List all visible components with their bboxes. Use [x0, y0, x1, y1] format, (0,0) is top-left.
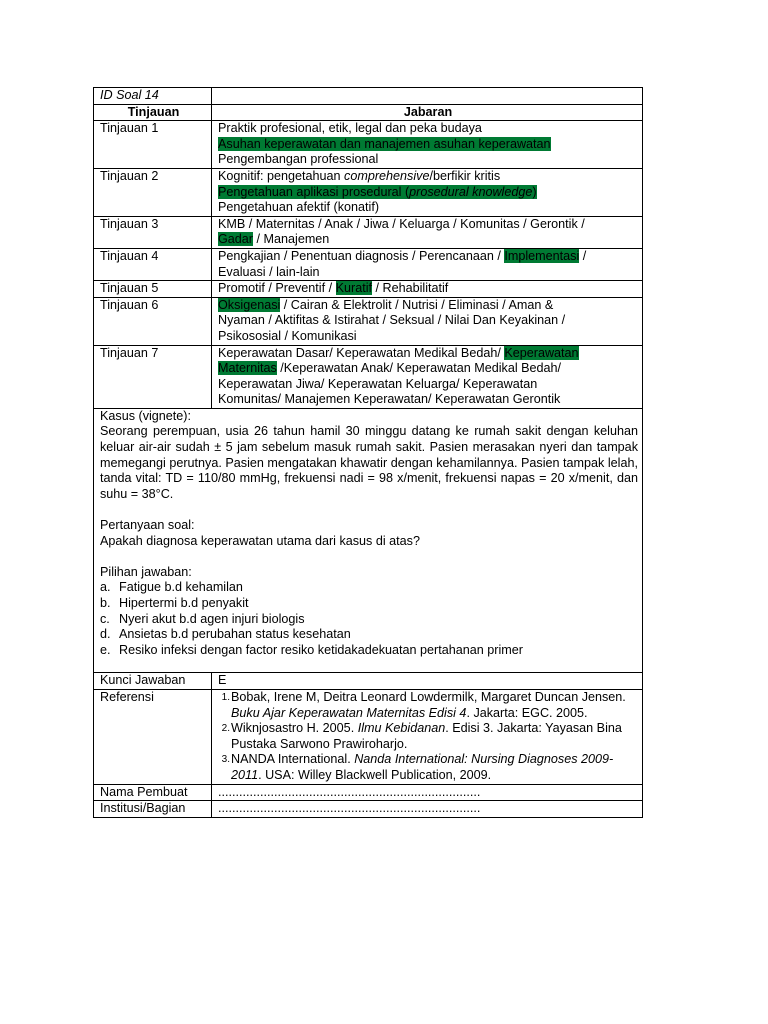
answer-option — [100, 612, 638, 628]
italic-text: Buku Ajar Keperawatan Maternitas Edisi 4 — [231, 705, 467, 720]
text: Wiknjosastro H. 2005. — [231, 721, 358, 736]
referensi-row — [94, 689, 643, 784]
tinjauan-row — [94, 248, 643, 280]
text: /Keperawatan Anak/ Keperawatan Medikal Bedah/ — [276, 361, 562, 376]
jabaran-line: Pengetahuan afektif (konatif) — [218, 200, 380, 215]
kunci-value: E — [212, 673, 643, 690]
text: Keperawatan Dasar/ Keperawatan Medikal Bedah/ — [218, 345, 505, 360]
answer-option — [100, 596, 638, 612]
answer-option — [100, 627, 638, 643]
option-text: Hipertermi b.d penyakit — [119, 596, 249, 610]
jabaran-line: Evaluasi / lain-lain — [218, 264, 320, 279]
pertanyaan-label: Pertanyaan soal: — [100, 518, 195, 533]
jabaran-line: KMB / Maternitas / Anak / Jiwa / Keluarga / Komunitas / Gerontik / — [218, 216, 585, 231]
text: . Edisi 3. Jakarta: Yayasan Bina Pustaka Sarwono Prawiroharjo. — [231, 721, 622, 751]
jabaran-line — [218, 281, 638, 297]
reference-item — [221, 752, 638, 783]
text: Kognitif: pengetahuan — [218, 168, 345, 183]
reference-item — [221, 689, 638, 721]
header-row — [94, 104, 643, 121]
text: / Manajemen — [253, 232, 330, 247]
kasus-row — [94, 408, 643, 673]
tinjauan-row — [94, 168, 643, 216]
italic-text: Nanda International: Nursing Diagnoses 2009-2011 — [231, 752, 614, 782]
empty-cell — [212, 88, 643, 105]
referensi-label: Referensi — [94, 689, 212, 784]
reference-text — [231, 752, 638, 783]
option-key: d. — [100, 627, 111, 642]
jabaran-line — [218, 346, 638, 362]
jabaran-cell — [212, 345, 643, 408]
reference-number: 3. — [221, 754, 230, 766]
text: . USA: Willey Blackwell Publication, 2009. — [258, 767, 492, 782]
text: / — [579, 248, 587, 263]
text: Pengkajian / Penentuan diagnosis / Perencanaan / — [218, 248, 505, 263]
kunci-row — [94, 673, 643, 690]
answer-option — [100, 643, 638, 659]
highlighted-text: Kuratif — [335, 281, 372, 296]
reference-item — [221, 721, 638, 752]
reference-number: 1. — [221, 691, 230, 703]
id-soal-row — [94, 88, 643, 105]
kasus-cell — [94, 408, 643, 673]
tinjauan-label: Tinjauan 7 — [94, 345, 212, 408]
option-text: Nyeri akut b.d agen injuri biologis — [119, 611, 305, 626]
nama-pembuat-label: Nama Pembuat — [94, 784, 212, 801]
pertanyaan-text: Apakah diagnosa keperawatan utama dari kasus di atas? — [100, 533, 420, 548]
tinjauan-row — [94, 345, 643, 408]
text: NANDA International. — [231, 752, 355, 767]
id-soal: ID Soal 14 — [94, 88, 212, 105]
text: Bobak, Irene M, Deitra Leonard Lowdermilk, Margaret Duncan Jensen. — [231, 689, 626, 704]
tinjauan-label: Tinjauan 5 — [94, 281, 212, 298]
highlighted-text: Asuhan keperawatan dan manajemen asuhan keperawatan — [218, 136, 551, 151]
jabaran-line: Keperawatan Jiwa/ Keperawatan Keluarga/ Keperawatan — [218, 376, 538, 391]
reference-text — [231, 690, 638, 721]
referensi-cell — [212, 689, 643, 784]
nama-pembuat-value: ........................................................................... — [212, 784, 643, 801]
jabaran-line — [218, 169, 638, 185]
answer-option — [100, 580, 638, 596]
option-text: Fatigue b.d kehamilan — [119, 580, 243, 595]
nama-pembuat-row — [94, 784, 643, 801]
highlighted-text: Oksigenasi — [218, 297, 281, 312]
text: Pengetahuan aplikasi prosedural ( — [218, 184, 410, 199]
jabaran-cell — [212, 281, 643, 298]
tinjauan-row — [94, 216, 643, 248]
jabaran-line — [218, 249, 638, 265]
jabaran-cell — [212, 248, 643, 280]
text: Komunitas/ Manajemen Keperawatan/ Keperawatan Gerontik — [218, 392, 561, 407]
text: / Rehabilitatif — [372, 281, 449, 296]
spacer — [100, 502, 638, 518]
jabaran-line — [218, 185, 638, 201]
jabaran-line: Praktik profesional, etik, legal dan peka budaya — [218, 121, 482, 136]
kasus-label: Kasus (vignete): — [100, 408, 191, 423]
jabaran-line: Psikososial / Komunikasi — [218, 328, 357, 343]
option-text: Ansietas b.d perubahan status kesehatan — [119, 627, 351, 642]
text: . Jakarta: EGC. 2005. — [466, 705, 588, 720]
tinjauan-row — [94, 121, 643, 169]
header-tinjauan: Tinjauan — [94, 104, 212, 121]
institusi-label: Institusi/Bagian — [94, 801, 212, 818]
soal-table — [93, 87, 643, 818]
italic-text: comprehensive — [344, 168, 430, 183]
kasus-text: Seorang perempuan, usia 26 tahun hamil 30 minggu datang ke rumah sakit dengan keluhan keluar air-air sudah ± 5 jam sebelum masuk rumah sakit. Pasien merasakan nyeri dan tampak memegangi perutnya. Pasien mengatakan khawatir dengan kehamilannya. Pasien tampak lelah, tanda vital: TD = 110/80 mmHg, frekuensi nadi = 98 x/menit, frekuensi napas = 20 x/menit, dan suhu = 38°C. — [100, 424, 638, 501]
tinjauan-label: Tinjauan 4 — [94, 248, 212, 280]
header-jabaran: Jabaran — [212, 104, 643, 121]
tinjauan-row — [94, 281, 643, 298]
text: / Cairan & Elektrolit / Nutrisi / Eliminasi / Aman & — [280, 297, 554, 312]
option-key: e. — [100, 642, 111, 657]
text: Promotif / Preventif / — [218, 281, 336, 296]
italic-text: prosedural knowledge — [409, 184, 533, 199]
jabaran-line: Pengembangan professional — [218, 152, 379, 167]
tinjauan-label: Tinjauan 1 — [94, 121, 212, 169]
option-key: a. — [100, 580, 111, 595]
pilihan-label: Pilihan jawaban: — [100, 564, 192, 579]
jabaran-line: Nyaman / Aktifitas & Istirahat / Seksual / Nilai Dan Keyakinan / — [218, 313, 566, 328]
highlighted-text: Gadar — [218, 232, 254, 247]
jabaran-cell — [212, 121, 643, 169]
tinjauan-label: Tinjauan 6 — [94, 297, 212, 345]
tinjauan-label: Tinjauan 2 — [94, 168, 212, 216]
option-key: c. — [100, 611, 110, 626]
highlighted-text: Implementasi — [504, 248, 580, 263]
reference-number: 2. — [221, 723, 230, 735]
jabaran-line — [218, 232, 638, 248]
jabaran-cell — [212, 297, 643, 345]
jabaran-cell — [212, 168, 643, 216]
jabaran-line — [218, 392, 638, 408]
highlighted-text: Maternitas — [218, 361, 277, 376]
highlighted-text: Keperawatan — [504, 345, 579, 360]
institusi-value: ........................................................................... — [212, 801, 643, 818]
option-key: b. — [100, 596, 111, 610]
jabaran-cell — [212, 216, 643, 248]
jabaran-line — [218, 361, 638, 377]
spacer — [100, 549, 638, 565]
text: ) — [532, 184, 537, 199]
jabaran-line — [218, 137, 638, 153]
option-text: Resiko infeksi dengan factor resiko ketidakadekuatan pertahanan primer — [119, 642, 523, 657]
italic-text: Ilmu Kebidanan — [357, 721, 446, 736]
tinjauan-label: Tinjauan 3 — [94, 216, 212, 248]
jabaran-line — [218, 298, 638, 314]
reference-text — [231, 721, 638, 752]
tinjauan-row — [94, 297, 643, 345]
kunci-label: Kunci Jawaban — [94, 673, 212, 690]
text: /berfikir kritis — [429, 168, 501, 183]
institusi-row — [94, 801, 643, 818]
highlighted-text — [218, 185, 537, 199]
